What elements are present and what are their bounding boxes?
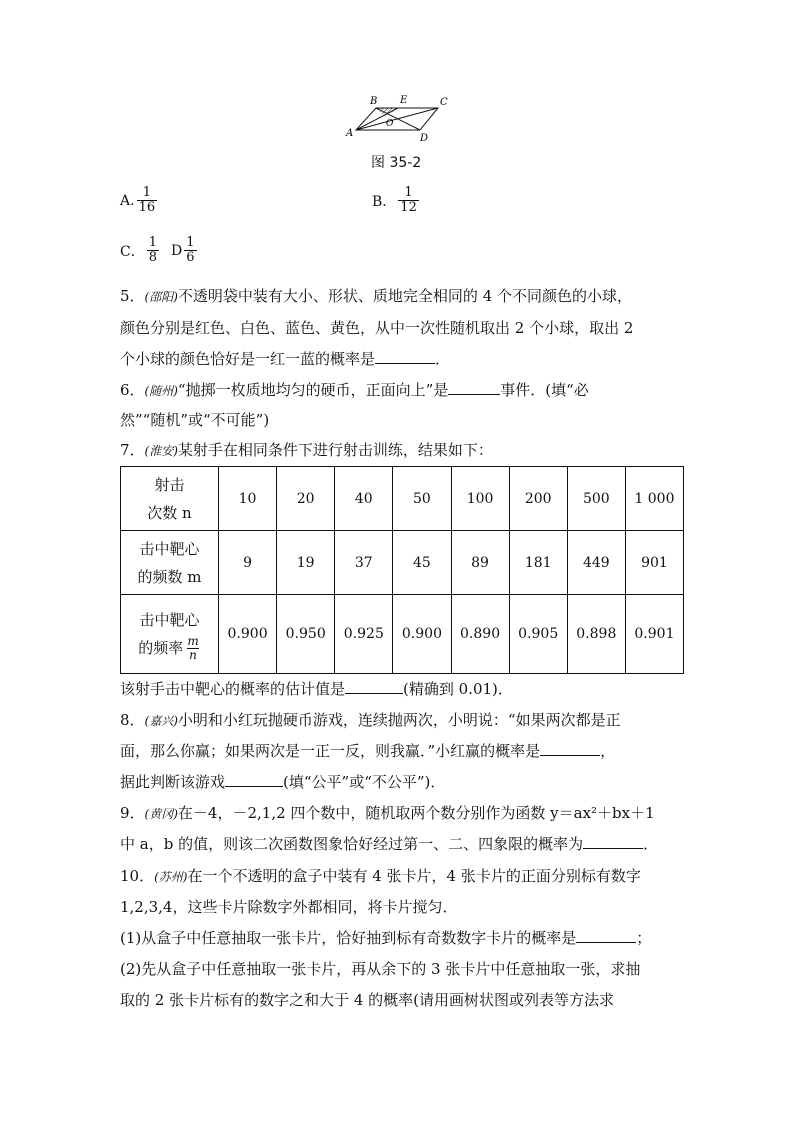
table-cell: 100 [451, 467, 509, 531]
table-cell: 10 [219, 467, 277, 531]
table-cell: 181 [509, 531, 567, 595]
table-cell: 500 [567, 467, 625, 531]
q5-line2: 颜色分别是红色、白色、蓝色、黄色，从中一次性随机取出 2 个小球，取出 2 [120, 319, 634, 337]
parallelogram-figure [340, 92, 450, 144]
table-cell: 45 [393, 531, 451, 595]
label-o: O [386, 119, 394, 129]
table-cell: 0.925 [335, 595, 393, 674]
table-cell: 19 [277, 531, 335, 595]
label-d: D [420, 133, 429, 144]
table-cell: 20 [277, 467, 335, 531]
label-c: C [440, 97, 448, 108]
q5-line3: 个小球的颜色恰好是一红一蓝的概率是 ． [120, 350, 451, 368]
diagonal-bd [376, 108, 420, 130]
answer-blank [576, 928, 636, 943]
option-a: A. $\frac{1}{16}$ [120, 185, 156, 215]
table-cell: 9 [219, 531, 277, 595]
option-b: B． $\frac{1}{12}$ [372, 185, 417, 215]
q6-line1: 6．(随州)“抛掷一枚质地均匀的硬币，正面向上”是 事件．(填“必 [120, 381, 589, 399]
table-cell: 0.901 [625, 595, 683, 674]
q8-line1: 8．(嘉兴)小明和小红玩抛硬币游戏，连续抛两次，小明说：“如果两次都是正 [120, 711, 621, 729]
q7-after: 该射手击中靶心的概率的估计值是 (精确到 0.01)． [120, 680, 513, 698]
q10-part2-line2: 取的 2 张卡片标有的数字之和大于 4 的概率(请用画树状图或列表等方法求 [120, 991, 615, 1009]
table-cell: 50 [393, 467, 451, 531]
table-cell: 89 [451, 531, 509, 595]
header-frequency: 击中靶心 的频率 $\frac{m}{n}$ [121, 595, 219, 674]
q10-part1: (1)从盒子中任意抽取一张卡片，恰好抽到标有奇数数字卡片的概率是 ； [120, 929, 652, 947]
answer-blank [540, 741, 600, 756]
table-cell: 901 [625, 531, 683, 595]
shooting-results-table [120, 466, 684, 674]
figure-caption: 图 35-2 [371, 155, 422, 171]
table-cell: 200 [509, 467, 567, 531]
label-b: B [370, 96, 378, 107]
header-hits: 击中靶心 的频数 m [121, 531, 219, 595]
q10-line1: 10．(苏州)在一个不透明的盒子中装有 4 张卡片，4 张卡片的正面分别标有数字 [120, 867, 641, 885]
table-cell: 0.900 [393, 595, 451, 674]
answer-blank [448, 380, 500, 395]
table-cell: 0.905 [509, 595, 567, 674]
q7-intro: 7．(淮安)某射手在相同条件下进行射击训练，结果如下： [120, 441, 493, 459]
label-a: A [346, 128, 354, 139]
option-c: C． $\frac{1}{8}$ [120, 235, 157, 265]
table-cell: 1 000 [625, 467, 683, 531]
table-row-frequency [121, 595, 684, 674]
q6-line2: 然”“随机”或“不可能”) [120, 411, 270, 429]
answer-blank [345, 679, 403, 694]
answer-blank [583, 834, 643, 849]
q8-line2: 面，那么你赢；如果两次是一正一反，则我赢．”小红赢的概率是 ， [120, 742, 616, 760]
table-cell: 37 [335, 531, 393, 595]
q9-line1: 9．(黄冈)在－4，－2,1,2 四个数中，随机取两个数分别作为函数 y＝ax²＋bx＋1 [120, 804, 655, 822]
answer-blank [375, 349, 435, 364]
answer-blank [225, 772, 283, 787]
q9-line2: 中 a，b 的值，则该二次函数图象恰好经过第一、二、四象限的概率为 ． [120, 835, 659, 853]
table-cell: 0.890 [451, 595, 509, 674]
option-d: D $\frac{1}{6}$ [171, 235, 195, 265]
q5-line1: 5．(邵阳)不透明袋中装有大小、形状、质地完全相同的 4 个不同颜色的小球， [120, 287, 633, 305]
q10-line2: 1,2,3,4，这些卡片除数字外都相同，将卡片搅匀． [120, 898, 458, 916]
header-shots: 射击 次数 n [121, 467, 219, 531]
table-row-hits [121, 531, 684, 595]
table-cell: 40 [335, 467, 393, 531]
table-cell: 449 [567, 531, 625, 595]
table-row-shots [121, 467, 684, 531]
q10-part2-line1: (2)先从盒子中任意抽取一张卡片，再从余下的 3 张卡片中任意抽取一张，求抽 [120, 960, 641, 978]
table-cell: 0.950 [277, 595, 335, 674]
q8-line3: 据此判断该游戏 (填“公平”或“不公平”)． [120, 773, 446, 791]
table-cell: 0.898 [567, 595, 625, 674]
label-e: E [400, 95, 408, 106]
table-cell: 0.900 [219, 595, 277, 674]
